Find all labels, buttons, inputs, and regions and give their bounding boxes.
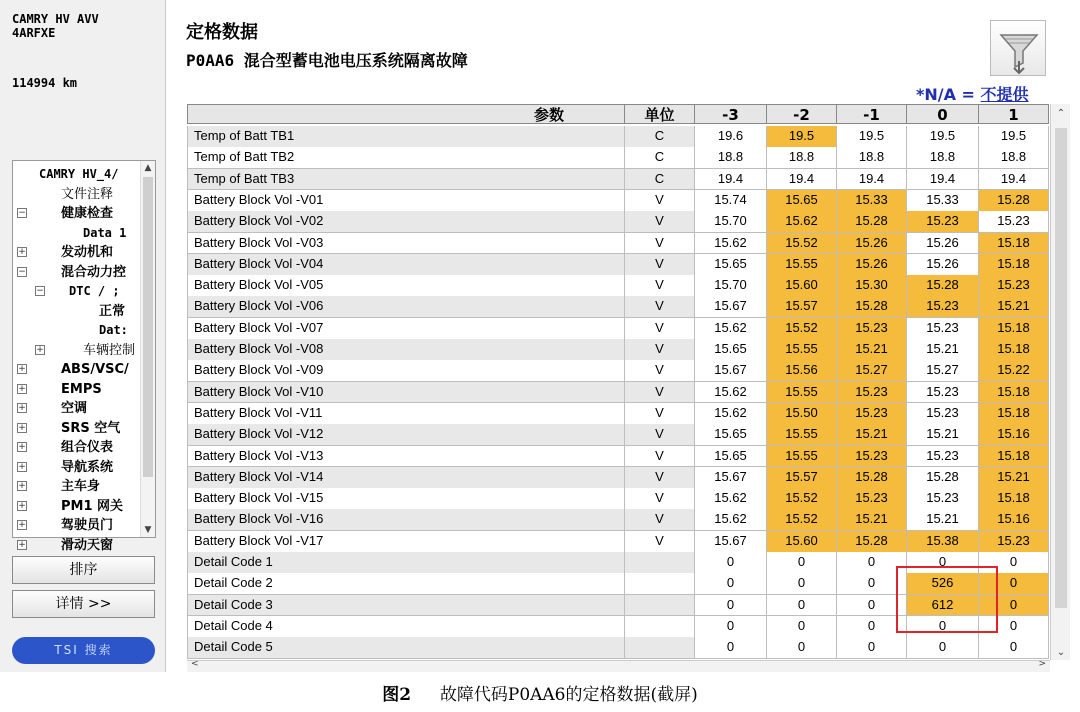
value-cell: 15.23	[907, 403, 979, 425]
value-cell: 15.21	[837, 424, 907, 446]
value-cell: 15.52	[767, 509, 837, 531]
value-cell: 19.5	[837, 126, 907, 148]
value-cell: 15.21	[907, 509, 979, 531]
value-cell: 15.21	[979, 296, 1049, 318]
value-cell: 15.70	[695, 275, 767, 297]
value-cell: 15.23	[837, 446, 907, 468]
value-cell: 15.26	[837, 254, 907, 276]
value-cell: 0	[979, 573, 1049, 595]
value-cell: 0	[907, 616, 979, 638]
value-cell: 15.62	[695, 318, 767, 340]
value-cell: 15.23	[979, 275, 1049, 297]
param-cell: Temp of Batt TB2	[187, 147, 625, 169]
value-cell: 19.4	[837, 169, 907, 191]
column-header[interactable]: 参数	[187, 104, 625, 124]
column-header[interactable]: 0	[907, 104, 979, 124]
unit-cell	[625, 616, 695, 638]
value-cell: 18.8	[907, 147, 979, 169]
unit-cell: V	[625, 318, 695, 340]
value-cell: 15.52	[767, 318, 837, 340]
unit-cell: V	[625, 467, 695, 489]
annotation-highlight-box	[896, 566, 998, 633]
value-cell: 15.55	[767, 254, 837, 276]
value-cell: 15.22	[979, 360, 1049, 382]
value-cell: 0	[907, 552, 979, 574]
expand-icon[interactable]: +	[18, 364, 26, 374]
param-cell: Detail Code 3	[187, 595, 625, 617]
value-cell: 15.23	[907, 211, 979, 233]
unit-cell: C	[625, 147, 695, 169]
value-cell: 15.74	[695, 190, 767, 212]
tree-item-label: 主车身	[61, 479, 101, 494]
value-cell: 0	[695, 573, 767, 595]
tree-item-label: 混合动力控	[61, 264, 127, 280]
value-cell: 526	[907, 573, 979, 595]
value-cell: 15.23	[907, 296, 979, 318]
left-panel	[0, 0, 166, 672]
param-cell: Battery Block Vol -V14	[187, 467, 625, 489]
tree-item-label: 驾驶员门	[61, 518, 114, 533]
value-cell: 15.60	[767, 531, 837, 553]
value-cell: 15.18	[979, 233, 1049, 255]
table-scroll-thumb[interactable]	[1055, 128, 1067, 608]
figure-caption-text: 故障代码P0AA6的定格数据(截屏)	[439, 685, 698, 705]
value-cell: 19.6	[695, 126, 767, 148]
value-cell: 15.26	[907, 254, 979, 276]
tree-item-label: ABS/VSC/	[61, 362, 129, 377]
tree-item-label: DTC / ;	[69, 284, 120, 298]
scroll-down-icon[interactable]: ▼	[144, 525, 152, 535]
value-cell: 0	[767, 552, 837, 574]
value-cell: 15.33	[837, 190, 907, 212]
value-cell: 15.67	[695, 531, 767, 553]
chevron-right-icon[interactable]: >	[1038, 659, 1046, 669]
unit-cell: C	[625, 169, 695, 191]
value-cell: 0	[695, 616, 767, 638]
tsi-search-button[interactable]: TSI 搜索	[12, 637, 155, 664]
param-cell: Battery Block Vol -V02	[187, 211, 625, 233]
value-cell: 15.65	[695, 254, 767, 276]
vehicle-engine: 4ARFXE	[12, 26, 56, 40]
value-cell: 15.55	[767, 446, 837, 468]
collapse-icon[interactable]: −	[36, 286, 44, 296]
expand-icon[interactable]: +	[18, 520, 26, 530]
tree-scrollbar[interactable]	[140, 161, 155, 537]
value-cell: 19.5	[907, 126, 979, 148]
tree-item-label: 发动机和	[61, 245, 114, 260]
value-cell: 15.23	[837, 382, 907, 404]
unit-cell	[625, 573, 695, 595]
chevron-down-icon[interactable]: ⌄	[1056, 647, 1066, 658]
value-cell: 15.55	[767, 339, 837, 361]
param-cell: Detail Code 5	[187, 637, 625, 659]
value-cell: 15.62	[695, 382, 767, 404]
expand-icon[interactable]: +	[18, 422, 26, 433]
value-cell: 15.18	[979, 446, 1049, 468]
value-cell: 15.33	[907, 190, 979, 212]
column-header[interactable]: 单位	[625, 104, 695, 124]
sort-button[interactable]: 排序	[12, 556, 155, 584]
value-cell: 0	[837, 595, 907, 617]
value-cell: 15.23	[979, 211, 1049, 233]
value-cell: 15.62	[767, 211, 837, 233]
param-cell: Battery Block Vol -V17	[187, 531, 625, 553]
value-cell: 15.18	[979, 318, 1049, 340]
value-cell: 0	[837, 637, 907, 659]
value-cell: 15.28	[837, 296, 907, 318]
value-cell: 15.57	[767, 467, 837, 489]
expand-icon[interactable]: +	[18, 539, 26, 550]
unit-cell: V	[625, 233, 695, 255]
unit-cell: V	[625, 446, 695, 468]
value-cell: 15.62	[695, 488, 767, 510]
value-cell: 19.4	[907, 169, 979, 191]
value-cell: 15.18	[979, 488, 1049, 510]
value-cell: 15.55	[767, 424, 837, 446]
value-cell: 15.21	[907, 339, 979, 361]
value-cell: 15.18	[979, 254, 1049, 276]
value-cell: 15.23	[907, 382, 979, 404]
value-cell: 0	[767, 616, 837, 638]
value-cell: 15.23	[837, 488, 907, 510]
tree-item-label: 组合仪表	[61, 440, 114, 455]
value-cell: 0	[837, 573, 907, 595]
value-cell: 0	[907, 637, 979, 659]
param-cell: Battery Block Vol -V08	[187, 339, 625, 361]
value-cell: 15.30	[837, 275, 907, 297]
na-legend	[916, 82, 1029, 105]
param-cell: Battery Block Vol -V04	[187, 254, 625, 276]
value-cell: 15.52	[767, 488, 837, 510]
value-cell: 18.8	[979, 147, 1049, 169]
unit-cell: V	[625, 296, 695, 318]
value-cell: 15.23	[907, 488, 979, 510]
unit-cell: V	[625, 211, 695, 233]
value-cell: 15.23	[837, 318, 907, 340]
value-cell: 15.65	[695, 446, 767, 468]
unit-cell: V	[625, 424, 695, 446]
value-cell: 19.5	[979, 126, 1049, 148]
value-cell: 15.57	[767, 296, 837, 318]
expand-icon[interactable]: +	[18, 383, 26, 394]
param-cell: Battery Block Vol -V06	[187, 296, 625, 318]
unit-cell	[625, 552, 695, 574]
tree-item-label: 导航系统	[61, 459, 114, 475]
tree-item-label: 空调	[61, 401, 88, 416]
value-cell: 15.70	[695, 211, 767, 233]
tree-scroll-thumb[interactable]	[143, 177, 153, 477]
value-cell: 15.65	[767, 190, 837, 212]
param-cell: Battery Block Vol -V10	[187, 382, 625, 404]
expand-icon[interactable]: +	[18, 247, 26, 257]
na-legend-value: 不提供	[980, 85, 1029, 104]
table-vertical-scrollbar[interactable]	[1050, 104, 1070, 660]
column-header[interactable]: -3	[695, 104, 767, 124]
value-cell: 15.21	[907, 424, 979, 446]
unit-cell	[625, 595, 695, 617]
value-cell: 15.26	[907, 233, 979, 255]
value-cell: 15.62	[695, 403, 767, 425]
value-cell: 15.28	[837, 467, 907, 489]
tree-item-label: Data 1	[83, 225, 127, 240]
unit-cell: V	[625, 275, 695, 297]
value-cell: 0	[767, 573, 837, 595]
value-cell: 18.8	[695, 147, 767, 169]
expand-icon[interactable]: +	[18, 403, 26, 413]
value-cell: 0	[695, 637, 767, 659]
value-cell: 15.16	[979, 509, 1049, 531]
value-cell: 15.27	[837, 360, 907, 382]
value-cell: 15.23	[907, 446, 979, 468]
param-cell: Battery Block Vol -V13	[187, 446, 625, 468]
value-cell: 15.23	[907, 318, 979, 340]
page-title: 定格数据	[186, 22, 258, 43]
value-cell: 15.18	[979, 403, 1049, 425]
value-cell: 15.67	[695, 360, 767, 382]
tree-item-label: EMPS	[61, 381, 102, 397]
value-cell: 0	[837, 616, 907, 638]
value-cell: 15.23	[837, 403, 907, 425]
param-cell: Battery Block Vol -V03	[187, 233, 625, 255]
value-cell: 18.8	[767, 147, 837, 169]
tree-item-label: 滑动天窗	[61, 537, 114, 553]
table-horizontal-scrollbar[interactable]	[187, 660, 1050, 672]
na-legend-key: *N/A =	[916, 85, 975, 104]
expand-icon[interactable]: +	[36, 344, 44, 355]
value-cell: 15.28	[837, 531, 907, 553]
value-cell: 15.21	[837, 339, 907, 361]
funnel-icon[interactable]	[990, 20, 1046, 76]
value-cell: 15.21	[979, 467, 1049, 489]
param-cell: Battery Block Vol -V07	[187, 318, 625, 340]
unit-cell: V	[625, 382, 695, 404]
param-cell: Detail Code 2	[187, 573, 625, 595]
param-cell: Battery Block Vol -V12	[187, 424, 625, 446]
param-cell: Battery Block Vol -V05	[187, 275, 625, 297]
tree-item-label: 正常	[99, 303, 126, 319]
value-cell: 15.28	[837, 211, 907, 233]
value-cell: 15.65	[695, 339, 767, 361]
figure-number: 图2	[382, 685, 412, 705]
chevron-left-icon[interactable]: <	[191, 659, 199, 669]
param-cell: Battery Block Vol -V16	[187, 509, 625, 531]
value-cell: 15.67	[695, 467, 767, 489]
value-cell: 15.56	[767, 360, 837, 382]
value-cell: 15.65	[695, 424, 767, 446]
value-cell: 15.50	[767, 403, 837, 425]
value-cell: 15.28	[907, 275, 979, 297]
value-cell: 15.38	[907, 531, 979, 553]
value-cell: 0	[979, 616, 1049, 638]
value-cell: 15.21	[837, 509, 907, 531]
param-cell: Temp of Batt TB3	[187, 169, 625, 191]
value-cell: 19.4	[695, 169, 767, 191]
value-cell: 0	[837, 552, 907, 574]
column-header[interactable]: -2	[767, 104, 837, 124]
value-cell: 0	[695, 595, 767, 617]
tree-item-label: SRS 空气	[61, 420, 121, 436]
odometer: 114994 km	[12, 76, 78, 90]
expand-icon[interactable]: +	[18, 500, 26, 511]
unit-cell	[625, 637, 695, 659]
value-cell: 15.26	[837, 233, 907, 255]
value-cell: 15.18	[979, 382, 1049, 404]
value-cell: 15.16	[979, 424, 1049, 446]
column-header[interactable]: 1	[979, 104, 1049, 124]
value-cell: 0	[979, 552, 1049, 574]
expand-icon[interactable]: +	[18, 461, 26, 472]
unit-cell: V	[625, 488, 695, 510]
value-cell: 15.60	[767, 275, 837, 297]
vehicle-model: CAMRY HV AVV	[12, 12, 99, 26]
value-cell: 0	[979, 595, 1049, 617]
value-cell: 612	[907, 595, 979, 617]
value-cell: 15.28	[979, 190, 1049, 212]
param-cell: Battery Block Vol -V09	[187, 360, 625, 382]
value-cell: 15.23	[979, 531, 1049, 553]
unit-cell: C	[625, 126, 695, 148]
system-tree[interactable]	[12, 160, 156, 553]
value-cell: 19.4	[767, 169, 837, 191]
unit-cell: V	[625, 190, 695, 212]
expand-icon[interactable]: +	[18, 442, 26, 452]
unit-cell: V	[625, 360, 695, 382]
value-cell: 19.5	[767, 126, 837, 148]
unit-cell: V	[625, 339, 695, 361]
param-cell: Battery Block Vol -V01	[187, 190, 625, 212]
unit-cell: V	[625, 403, 695, 425]
param-cell: Battery Block Vol -V11	[187, 403, 625, 425]
value-cell: 0	[979, 637, 1049, 659]
column-header[interactable]: -1	[837, 104, 907, 124]
expand-icon[interactable]: +	[18, 481, 26, 491]
unit-cell: V	[625, 509, 695, 531]
value-cell: 0	[767, 637, 837, 659]
value-cell: 15.28	[907, 467, 979, 489]
value-cell: 15.55	[767, 382, 837, 404]
tree-item-label: 健康检查	[61, 206, 114, 221]
tree-item-label: PM1 网关	[61, 498, 124, 514]
tree-item-label: Dat:	[99, 323, 128, 337]
value-cell: 15.52	[767, 233, 837, 255]
unit-cell: V	[625, 254, 695, 276]
param-cell: Detail Code 1	[187, 552, 625, 574]
param-cell: Battery Block Vol -V15	[187, 488, 625, 510]
scroll-up-icon[interactable]: ▲	[144, 163, 152, 173]
tree-item-label: 文件注释	[61, 186, 114, 202]
value-cell: 18.8	[837, 147, 907, 169]
param-cell: Temp of Batt TB1	[187, 126, 625, 148]
value-cell: 19.4	[979, 169, 1049, 191]
dtc-subtitle: P0AA6 混合型蓄电池电压系统隔离故障	[186, 51, 468, 70]
value-cell: 15.67	[695, 296, 767, 318]
chevron-up-icon[interactable]: ⌃	[1056, 108, 1066, 119]
value-cell: 15.62	[695, 233, 767, 255]
figure-caption	[0, 680, 1080, 705]
value-cell: 0	[767, 595, 837, 617]
value-cell: 0	[695, 552, 767, 574]
detail-button[interactable]: 详情 >>	[12, 590, 155, 618]
value-cell: 15.27	[907, 360, 979, 382]
value-cell: 15.18	[979, 339, 1049, 361]
collapse-icon[interactable]: −	[18, 208, 26, 218]
tree-item-label: 车辆控制	[83, 342, 136, 358]
unit-cell: V	[625, 531, 695, 553]
value-cell: 15.62	[695, 509, 767, 531]
collapse-icon[interactable]: −	[18, 266, 26, 277]
tree-item-label: CAMRY HV_4/	[39, 167, 119, 181]
param-cell: Detail Code 4	[187, 616, 625, 638]
